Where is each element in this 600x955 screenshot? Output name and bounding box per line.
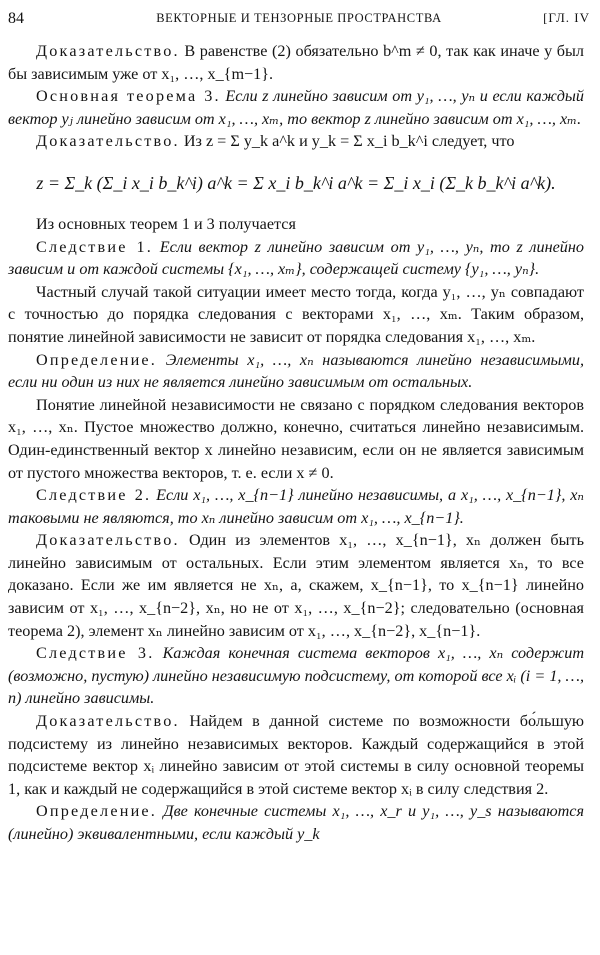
intro-text: Из основных теорем 1 и 3 получается [36,214,296,233]
formula-text: z = Σ_k (Σ_i x_i b_k^i) a^k = Σ x_i b_k^i a^k = Σ_i x_i (Σ_k b_k^i a^k). [36,172,556,193]
corollary-text: Каждая конечная система векторов x₁, …, xₙ содержит (возможно, пустую) линейно независимую подсистему, от которой все xᵢ (i = 1, …, n) линейно зависимы. [8,644,585,708]
running-header [8,10,590,32]
theorem-3 [8,85,584,130]
proof-paragraph-2 [8,130,584,153]
proof-label: Доказательство. [36,42,180,60]
proof-label: Доказательство. [36,531,180,550]
definition-label: Определение. [36,350,158,369]
corollary-label: Следствие 1. [36,237,154,256]
proof-text: Из z = Σ y_k a^k и y_k = Σ x_i b_k^i следует, что [183,132,515,151]
page-body [8,40,584,846]
corollary-3 [8,642,584,710]
proof-label: Доказательство. [36,712,180,731]
proof-text: Найдем в данной системе по возможности бо́льшую подсистему из линейно независимых векторов. Каждый содержащийся в этой подсистеме вектор xᵢ линейно зависим от этой системы в силу основной теоремы 1, как и каждый не содержащийся в этой системе вектор xᵢ в силу следствия 2. [8,712,585,798]
running-title: ВЕКТОРНЫЕ И ТЕНЗОРНЫЕ ПРОСТРАНСТВА [156,11,442,25]
theorem-text: Если z линейно зависим от y₁, …, yₙ и если каждый вектор yⱼ линейно зависим от x₁, …, xₘ, то вектор z линейно зависим от x₁, …, xₘ. [8,87,584,128]
page-number: 84 [8,10,24,27]
remark-paragraph [8,281,584,349]
corollary-2 [8,484,584,529]
proof-text: Один из элементов x₁, …, x_{n−1}, xₙ должен быть линейно зависимым от остальных. Если этим элементом является xₙ, то все доказано. Если же им является не xₙ, а, скажем, x_{n−1}, то x_{n−1} линейно зависим от x₁, …, x_{n−2}, xₙ, но не от x₁, …, x_{n−2}; следовательно (основная теорема 2), элемент xₙ линейно зависим от x₁, …, x_{n−2}, x_{n−1}. [8,531,584,640]
theorem-label: Основная теорема 3. [36,87,221,106]
definition-text: Две конечные системы x₁, …, x_r и y₁, …, y_s называются (линейно) эквивалентными, если каждый y_k [8,802,585,843]
corollary-label: Следствие 2. [36,486,152,505]
corollary-text: Если x₁, …, x_{n−1} линейно независимы, а x₁, …, x_{n−1}, xₙ таковыми не являются, то xₙ линейно зависим от x₁, …, x_{n−1}. [8,486,584,527]
remark-text: Частный случай такой ситуации имеет место тогда, когда y₁, …, yₙ совпадают с точностью до порядка следования с векторами x₁, …, xₘ. Таким образом, понятие линейной зависимости не зависит от порядка следования x₁, …, xₘ. [8,282,584,346]
intro-line [8,213,584,236]
definition-label: Определение. [36,802,158,821]
note-paragraph [8,394,584,484]
definition-equivalence [8,800,584,845]
chapter-label: [ГЛ. IV [543,10,590,25]
note-text: Понятие линейной независимости не связано с порядком следования векторов x₁, …, xₙ. Пустое множество должно, конечно, считаться линейно независимым. Один-единственный вектор x линейно независим, если он не является зависимым от пустого множества векторов, т. е. если x ≠ 0. [8,395,584,482]
corollary-text: Если вектор z линейно зависим от y₁, …, yₙ, то z линейно зависим и от каждой системы {x₁, …, xₘ}, содержащей систему {y₁, …, yₙ}. [8,237,585,279]
definition-independence [8,349,584,394]
display-formula [8,153,584,213]
proof-paragraph-4 [8,710,584,800]
proof-label: Доказательство. [36,132,180,151]
corollary-1 [8,236,584,281]
corollary-label: Следствие 3. [36,644,155,663]
proof-paragraph-1 [8,40,584,85]
definition-text: Элементы x₁, …, xₙ называются линейно независимыми, если ни один из них не является линейно зависимым от остальных. [8,350,584,392]
proof-text: В равенстве (2) обязательно b^m ≠ 0, так как иначе y был бы зависимым уже от x₁, …, x_{m−1}. [8,42,584,83]
proof-paragraph-3 [8,529,584,642]
